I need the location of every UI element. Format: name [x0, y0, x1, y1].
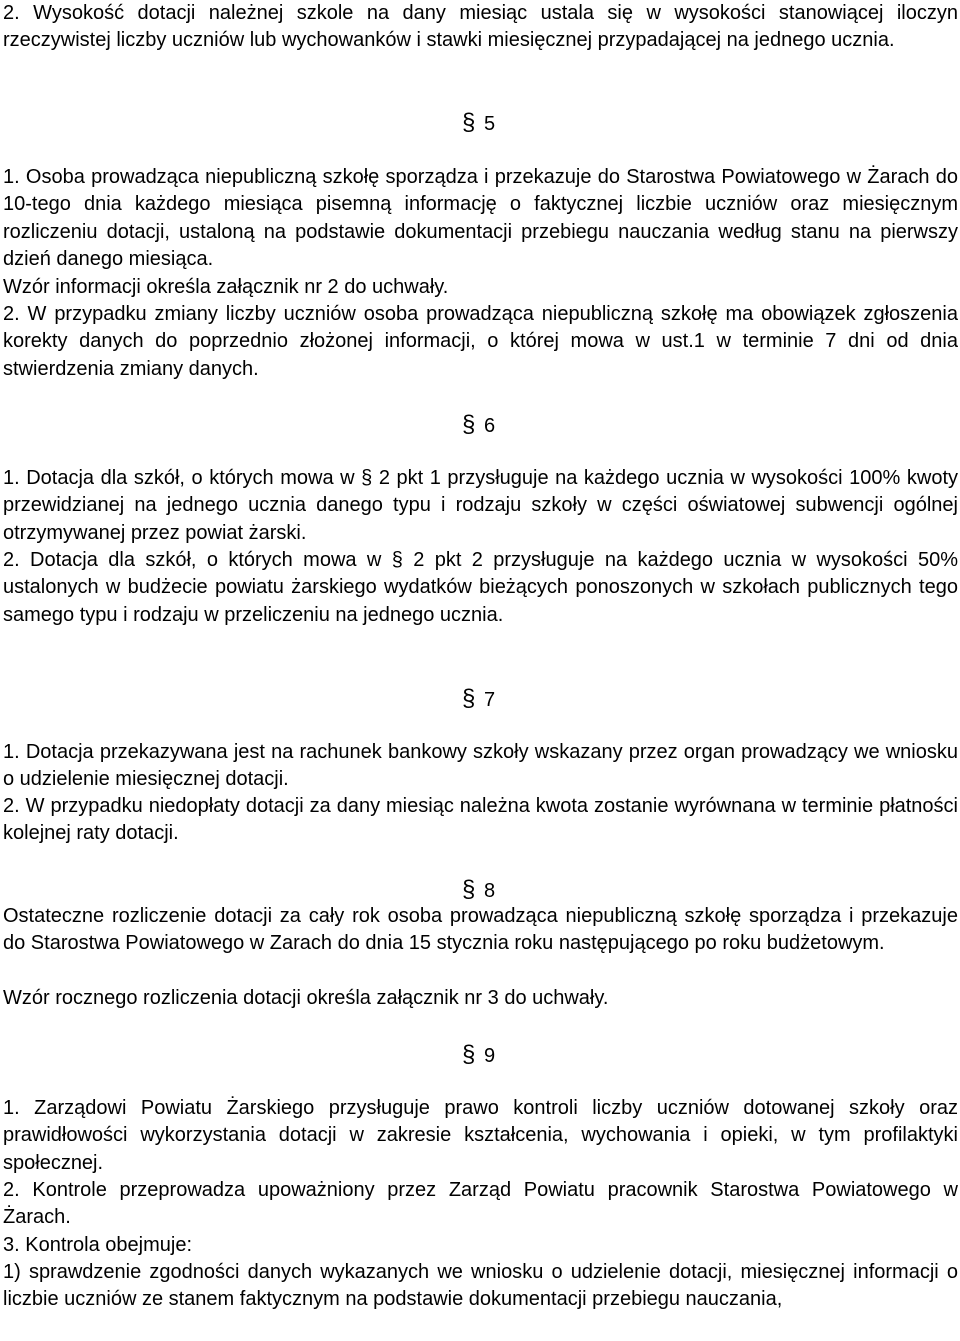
paragraph-9-1: 1. Zarządowi Powiatu Żarskiego przysługuje prawo kontroli liczby uczniów dotowanej szkoły oraz prawidłowości wykorzystania dotacji w zakresie kształcenia, wychowania i opieki, w tym profilaktyki społecznej.: [3, 1097, 958, 1174]
section-heading-9: [462, 1040, 495, 1070]
paragraph-8: Ostateczne rozliczenie dotacji za cały rok osoba prowadząca niepubliczną szkołę sporządza i przekazuje do Starostwa Powiatowego w Zarach do dnia 15 stycznia roku następującego po roku budżetowym.: [3, 905, 958, 955]
section-heading-5: [462, 108, 495, 138]
section-heading-6: [462, 410, 495, 440]
paragraph-9-3-item-1: 1) sprawdzenie zgodności danych wykazanych we wniosku o udzielenie dotacji, miesięcznej informacji o liczbie uczniów ze stanem faktycznym na podstawie dokumentacji przebiegu nauczania,: [3, 1261, 958, 1311]
section-heading-7: [462, 684, 495, 714]
paragraph-6-2: 2. Dotacja dla szkół, o których mowa w § 2 pkt 2 przysługuje na każdego ucznia w wysokości 50% ustalonych w budżecie powiatu żarskiego wydatków bieżących ponoszonych w szkołach publicznych tego samego typu i rodzaju w przeliczeniu na jednego ucznia.: [3, 549, 958, 626]
section-sign: §: [462, 876, 476, 903]
paragraph-5-template-note: Wzór informacji określa załącznik nr 2 do uchwały.: [3, 276, 449, 298]
section-number: 8: [484, 880, 496, 902]
paragraph-6-1: 1. Dotacja dla szkół, o których mowa w § 2 pkt 1 przysługuje na każdego ucznia w wysokości 100% kwoty przewidzianej na jednego ucznia danego typu i rodzaju szkoły w części oświatowej subwencji ogólnej otrzymywanej przez powiat żarski.: [3, 467, 958, 544]
paragraph-8-template-note: Wzór rocznego rozliczenia dotacji określa załącznik nr 3 do uchwały.: [3, 987, 609, 1009]
paragraph-9-2: 2. Kontrole przeprowadza upoważniony przez Zarząd Powiatu pracownik Starostwa Powiatowego w Żarach.: [3, 1179, 958, 1229]
section-sign: §: [462, 411, 476, 438]
section-number: 9: [484, 1045, 496, 1067]
section-number: 6: [484, 415, 496, 437]
section-number: 5: [484, 113, 496, 135]
section-sign: §: [462, 1041, 476, 1068]
paragraph-5-2-correction: 2. W przypadku zmiany liczby uczniów osoba prowadząca niepubliczną szkołę ma obowiązek zgłoszenia korekty danych do poprzednio złożonej informacji, o której mowa w ust.1 w terminie 7 dni od dnia stwierdzenia zmiany danych.: [3, 303, 958, 380]
section-sign: §: [462, 685, 476, 712]
section-number: 7: [484, 689, 496, 711]
section-sign: §: [462, 109, 476, 136]
paragraph-9-3: 3. Kontrola obejmuje:: [3, 1234, 193, 1256]
paragraph-5-2: 2. Wysokość dotacji należnej szkole na dany miesiąc ustala się w wysokości stanowiącej iloczyn rzeczywistej liczby uczniów lub wychowanków i stawki miesięcznej przypadającej na jednego ucznia.: [3, 2, 958, 52]
paragraph-5-1: 1. Osoba prowadząca niepubliczną szkołę sporządza i przekazuje do Starostwa Powiatowego w Żarach do 10-tego dnia każdego miesiąca pisemną informację o faktycznej liczbie uczniów oraz miesięcznym rozliczeniu dotacji, ustaloną na podstawie dokumentacji przebiegu nauczania według stanu na pierwszy dzień danego miesiąca.: [3, 166, 958, 271]
paragraph-7-1: 1. Dotacja przekazywana jest na rachunek bankowy szkoły wskazany przez organ prowadzący we wniosku o udzielenie miesięcznej dotacji.: [3, 741, 958, 791]
section-heading-8: [462, 875, 495, 905]
paragraph-7-2: 2. W przypadku niedopłaty dotacji za dany miesiąc należna kwota zostanie wyrównana w terminie płatności kolejnej raty dotacji.: [3, 795, 958, 845]
